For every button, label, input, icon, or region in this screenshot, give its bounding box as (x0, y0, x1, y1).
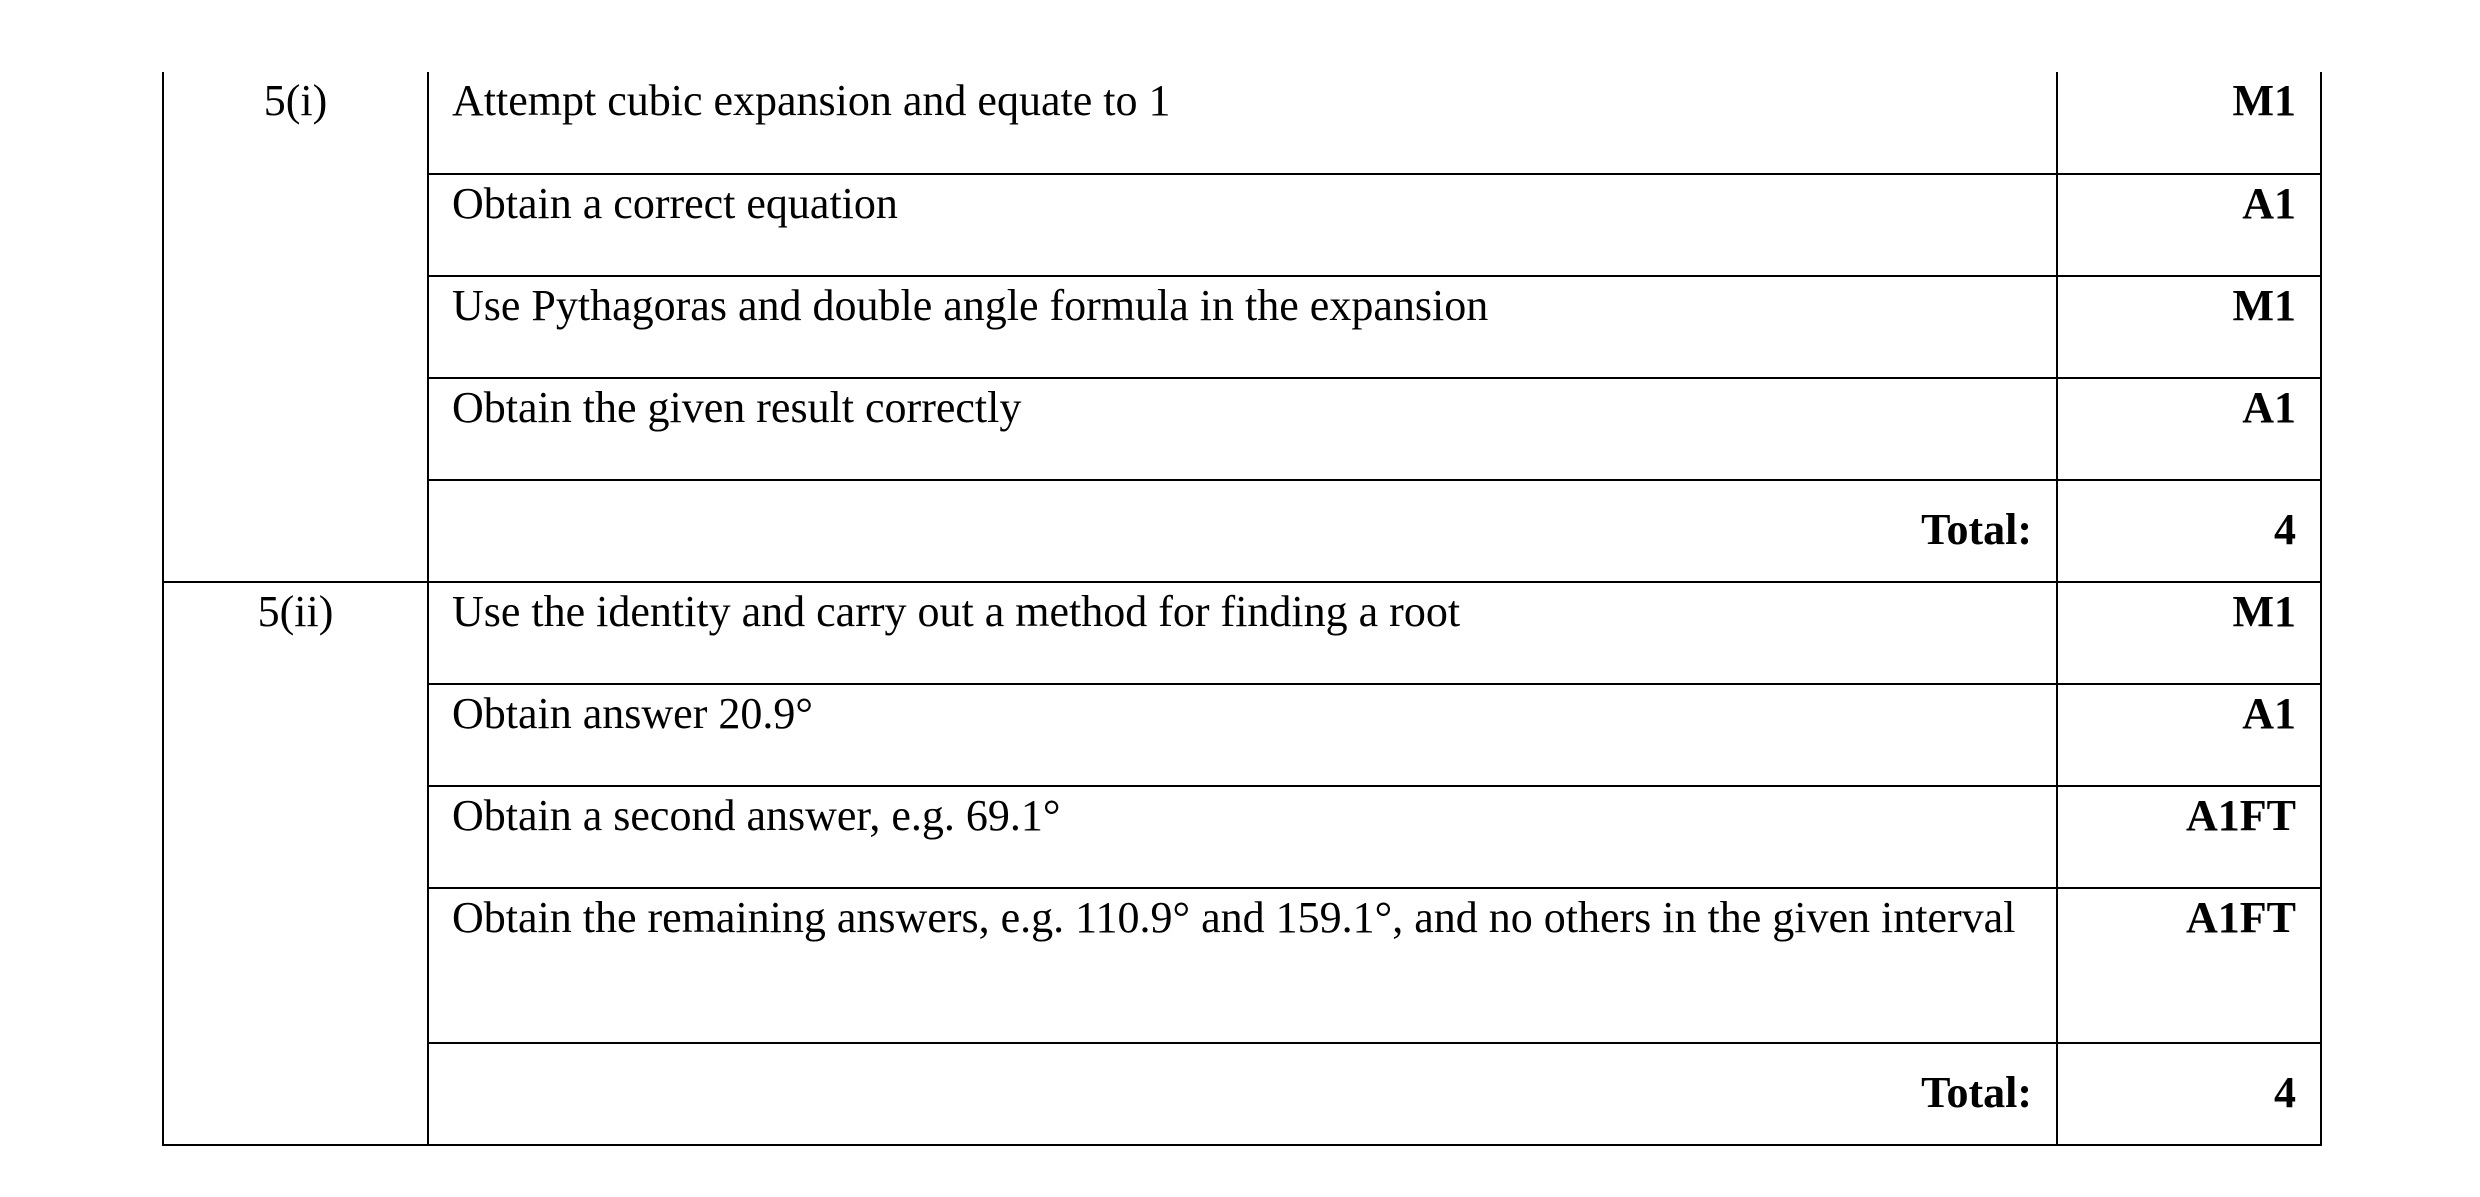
table-row (163, 684, 2321, 786)
question-number: 5(i) (163, 72, 428, 582)
total-label: Total: (428, 1043, 2057, 1145)
answer-cell: Use Pythagoras and double angle formula in the expansion (428, 276, 2057, 378)
question-number: 5(ii) (163, 582, 428, 1145)
table-row (163, 72, 2321, 174)
total-row (163, 1043, 2321, 1145)
table-row (163, 378, 2321, 480)
answer-cell: Obtain the remaining answers, e.g. 110.9° and 159.1°, and no others in the given interval (428, 888, 2057, 1043)
table-row (163, 888, 2321, 1043)
mark-cell: A1 (2057, 378, 2321, 480)
mark-cell: M1 (2057, 72, 2321, 174)
total-label: Total: (428, 480, 2057, 582)
mark-cell: A1FT (2057, 786, 2321, 888)
total-mark: 4 (2057, 480, 2321, 582)
table-row (163, 276, 2321, 378)
answer-cell: Obtain a correct equation (428, 174, 2057, 276)
answer-cell: Use the identity and carry out a method for finding a root (428, 582, 2057, 684)
answer-cell: Obtain the given result correctly (428, 378, 2057, 480)
table-row (163, 582, 2321, 684)
mark-scheme-table (162, 72, 2322, 1146)
table-row (163, 786, 2321, 888)
total-mark: 4 (2057, 1043, 2321, 1145)
mark-cell: A1 (2057, 174, 2321, 276)
mark-cell: A1 (2057, 684, 2321, 786)
mark-cell: A1FT (2057, 888, 2321, 1043)
table-row (163, 174, 2321, 276)
answer-cell: Obtain a second answer, e.g. 69.1° (428, 786, 2057, 888)
mark-scheme-page (162, 72, 2320, 1146)
mark-cell: M1 (2057, 582, 2321, 684)
total-row (163, 480, 2321, 582)
answer-cell: Attempt cubic expansion and equate to 1 (428, 72, 2057, 174)
mark-cell: M1 (2057, 276, 2321, 378)
answer-cell: Obtain answer 20.9° (428, 684, 2057, 786)
